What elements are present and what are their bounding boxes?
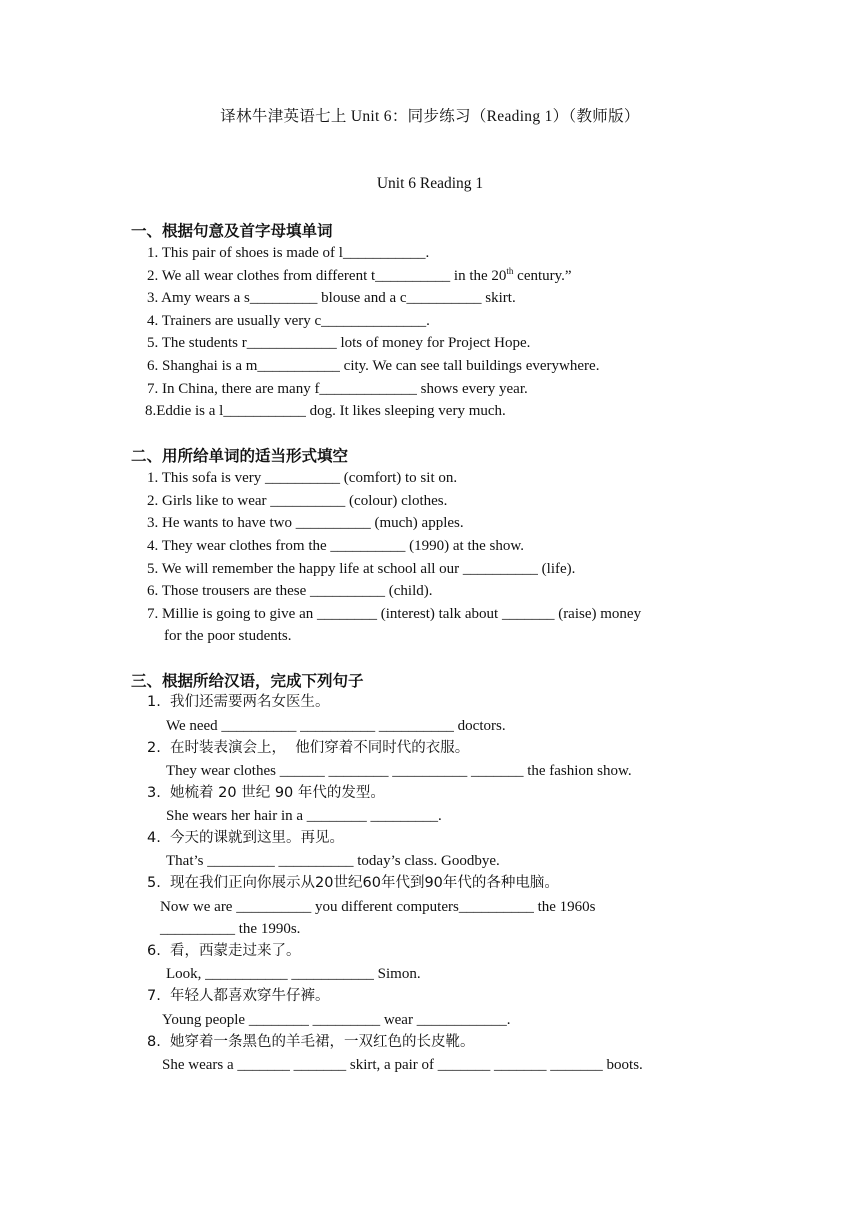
s1-item-2: 2. We all wear clothes from different t__________ in the 20th century.”: [147, 266, 572, 284]
s1-item-6: 6. Shanghai is a m___________ city. We can see tall buildings everywhere.: [147, 358, 600, 374]
s3-item-7-en: Young people ________ _________ wear ____________.: [162, 1012, 511, 1028]
s2-item-7: 7. Millie is going to give an ________ (interest) talk about _______ (raise) money: [147, 606, 642, 622]
s1-item-5: 5. The students r____________ lots of money for Project Hope.: [147, 335, 531, 351]
s3-item-5-en-cont: __________ the 1990s.: [160, 921, 301, 937]
superscript-th: th: [506, 266, 514, 276]
s3-item-4-en: That’s _________ __________ today’s class. Goodbye.: [166, 853, 500, 869]
s3-item-3-cn: 3. 她梳着 20 世纪 90 年代的发型。: [147, 785, 385, 801]
s3-item-8-cn: 8. 她穿着一条黑色的羊毛裙，一双红色的长皮靴。: [147, 1034, 475, 1050]
s2-item-6: 6. Those trousers are these __________ (child).: [147, 583, 433, 599]
page-title: 译林牛津英语七上 Unit 6：同步练习（Reading 1）（教师版）: [220, 108, 640, 125]
s1-item-8: 8.Eddie is a l___________ dog. It likes sleeping very much.: [145, 403, 506, 419]
s2-item-3: 3. He wants to have two __________ (much) apples.: [147, 515, 464, 531]
s2-item-2: 2. Girls like to wear __________ (colour) clothes.: [147, 493, 448, 509]
s3-item-1-cn: 1. 我们还需要两名女医生。: [147, 694, 330, 710]
s3-item-4-cn: 4. 今天的课就到这里。再见。: [147, 830, 345, 846]
section1-heading: 一、根据句意及首字母填单词: [131, 222, 333, 240]
s3-item-8-en: She wears a _______ _______ skirt, a pair of _______ _______ _______ boots.: [162, 1057, 643, 1073]
s3-item-3-en: She wears her hair in a ________ _________.: [166, 808, 442, 824]
s1-item-7: 7. In China, there are many f_____________ shows every year.: [147, 381, 528, 397]
s2-item-7-cont: for the poor students.: [164, 628, 292, 644]
s3-item-5-cn: 5. 现在我们正向你展示从20世纪60年代到90年代的各种电脑。: [147, 875, 559, 891]
s2-item-1: 1. This sofa is very __________ (comfort) to sit on.: [147, 470, 458, 486]
s3-item-6-cn: 6. 看，西蒙走过来了。: [147, 943, 301, 959]
s3-item-7-cn: 7. 年轻人都喜欢穿牛仔裤。: [147, 988, 330, 1004]
s1-item-4: 4. Trainers are usually very c______________.: [147, 313, 430, 329]
s2-item-4: 4. They wear clothes from the __________ (1990) at the show.: [147, 538, 524, 554]
s2-item-5: 5. We will remember the happy life at school all our __________ (life).: [147, 561, 576, 577]
s1-item-1: 1. This pair of shoes is made of l___________.: [147, 245, 430, 261]
s3-item-5-en: Now we are __________ you different computers__________ the 1960s: [160, 899, 596, 915]
s3-item-6-en: Look, ___________ ___________ Simon.: [166, 966, 421, 982]
s3-item-1-en: We need __________ __________ __________ doctors.: [166, 718, 506, 734]
section3-heading: 三、根据所给汉语，完成下列句子: [131, 672, 364, 690]
s3-item-2-cn: 2. 在时装表演会上， 他们穿着不同时代的衣服。: [147, 740, 470, 756]
page-subtitle: Unit 6 Reading 1: [376, 175, 484, 192]
s1-item-3: 3. Amy wears a s_________ blouse and a c__________ skirt.: [147, 290, 516, 306]
s3-item-2-en: They wear clothes ______ ________ __________ _______ the fashion show.: [166, 763, 632, 779]
section2-heading: 二、用所给单词的适当形式填空: [131, 447, 349, 465]
